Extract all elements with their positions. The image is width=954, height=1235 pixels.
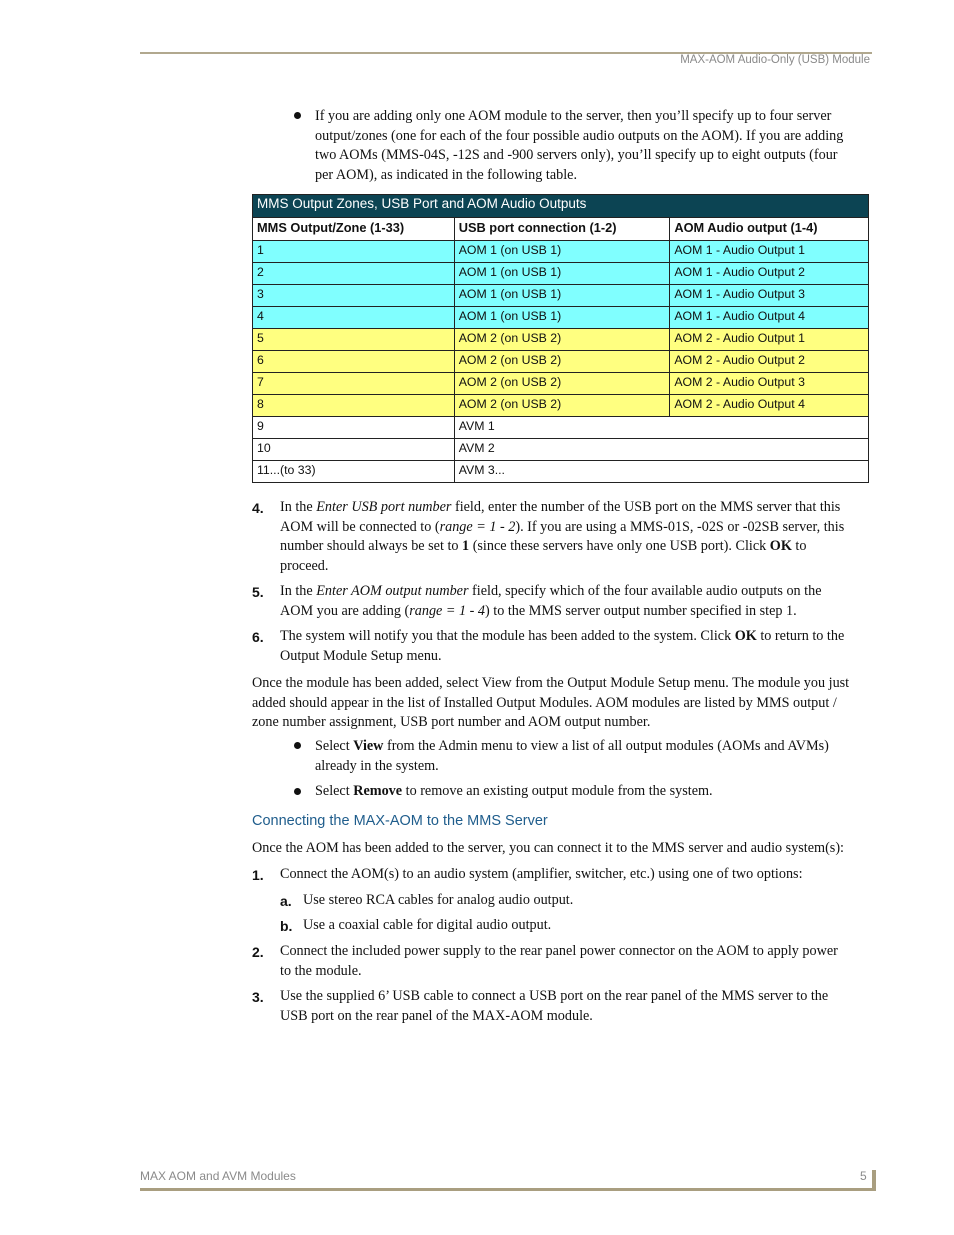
step-4-text [280,498,844,576]
table-cell: AVM 2 [454,439,868,461]
section-heading: Connecting the MAX-AOM to the MMS Server [252,813,548,829]
table-header-row [253,218,869,241]
table-cell: AOM 2 (on USB 2) [454,351,670,373]
table-cell: AOM 1 (on USB 1) [454,241,670,263]
table-cell: 4 [253,307,455,329]
intro-bullet-text [315,107,843,185]
text-line: number should always be set to 1 (since these servers have only one USB port). Click OK to [280,538,807,555]
text-line: Use the supplied 6’ USB cable to connect a USB port on the rear panel of the MMS server to the [280,988,829,1004]
table-cell: AOM 2 - Audio Output 3 [670,373,869,395]
table-row [253,285,869,307]
table-row [253,461,869,483]
table-cell: AOM 1 (on USB 1) [454,263,670,285]
step-number: 3. [252,989,264,1005]
table-cell: AOM 1 - Audio Output 3 [670,285,869,307]
step-5-text [280,582,822,621]
text-line: added should appear in the list of Installed Output Modules. AOM modules are listed by MMS output / [252,694,837,711]
column-header: MMS Output/Zone (1-33) [253,218,455,241]
table-cell: AOM 1 (on USB 1) [454,285,670,307]
table-cell: AOM 2 - Audio Output 4 [670,395,869,417]
text-line: Output Module Setup menu. [280,647,442,664]
step-number: 6. [252,629,264,645]
table-row [253,417,869,439]
text-line: output/zones (one for each of the four possible audio outputs on the AOM). If you are adding [315,127,844,144]
text-line: two AOMs (MMS-04S, -12S and -900 servers only), you’ll specify up to eight outputs (four [315,147,838,164]
column-header: USB port connection (1-2) [454,218,670,241]
footer-doc-title: MAX AOM and AVM Modules [140,1169,296,1183]
table-cell: AVM 1 [454,417,868,439]
table-title: MMS Output Zones, USB Port and AOM Audio Outputs [253,195,869,218]
table-row [253,373,869,395]
remove-bullet-text [315,782,713,802]
text-line: zone number assignment, USB port number and AOM output number. [252,714,651,731]
table-row [253,351,869,373]
text-line: per AOM), as indicated in the following table. [315,166,578,183]
table-row [253,395,869,417]
step-number: 5. [252,584,264,600]
table-cell: 5 [253,329,455,351]
footer-bar [872,1170,876,1190]
table-cell: 6 [253,351,455,373]
text-line: already in the system. [315,757,439,774]
table-row [253,263,869,285]
table-cell: AOM 2 (on USB 2) [454,373,670,395]
substep-letter: a. [280,893,292,909]
connect-step-1: Connect the AOM(s) to an audio system (amplifier, switcher, etc.) using one of two options: [280,866,803,882]
table-row [253,439,869,461]
table-cell: AOM 1 - Audio Output 4 [670,307,869,329]
after-add-paragraph [252,674,849,733]
table-row [253,307,869,329]
table-cell: 10 [253,439,455,461]
substep-letter: b. [280,918,293,934]
footer-rule [140,1188,876,1191]
connect-step-b: Use a coaxial cable for digital audio output. [303,917,552,933]
text-line: USB port on the rear panel of the MAX-AOM module. [280,1007,593,1024]
running-header: MAX-AOM Audio-Only (USB) Module [680,54,870,66]
text-line: Connect the included power supply to the rear panel power connector on the AOM to apply power [280,943,838,959]
table-cell: 3 [253,285,455,307]
text-line: Select Remove to remove an existing output module from the system. [315,783,713,799]
table-cell: AOM 2 - Audio Output 2 [670,351,869,373]
step-number: 2. [252,944,264,960]
table-cell: AOM 1 (on USB 1) [454,307,670,329]
text-line: The system will notify you that the module has been added to the system. Click OK to return to the [280,628,845,644]
table-cell: AOM 2 (on USB 2) [454,395,670,417]
bullet-icon [294,112,301,119]
table-cell: 1 [253,241,455,263]
table-cell: AOM 2 (on USB 2) [454,329,670,351]
text-line: In the Enter USB port number field, enter the number of the USB port on the MMS server that this [280,499,841,515]
text-line: In the Enter AOM output number field, specify which of the four available audio outputs on the [280,583,822,599]
text-line: to the module. [280,962,362,979]
bullet-icon [294,742,301,749]
connect-step-2 [280,942,838,981]
table-cell: AOM 1 - Audio Output 2 [670,263,869,285]
connect-step-3 [280,987,828,1026]
section-intro: Once the AOM has been added to the server, you can connect it to the MMS server and audio system(s): [252,840,844,856]
table-row [253,241,869,263]
table-row [253,329,869,351]
text-line: AOM you are adding (range = 1 - 4) to the MMS server output number specified in step 1. [280,602,797,619]
table-cell: 2 [253,263,455,285]
table-title-row [253,195,869,218]
text-line: Once the module has been added, select View from the Output Module Setup menu. The module you just [252,675,850,691]
step-number: 1. [252,867,264,883]
table-cell: 7 [253,373,455,395]
table-cell: AOM 2 - Audio Output 1 [670,329,869,351]
text-line: proceed. [280,557,329,574]
page-number: 5 [860,1169,867,1183]
table-cell: 8 [253,395,455,417]
table-cell: 9 [253,417,455,439]
column-header: AOM Audio output (1-4) [670,218,869,241]
step-6-text [280,627,844,666]
step-number: 4. [252,500,264,516]
view-bullet-text [315,737,829,776]
text-line: If you are adding only one AOM module to the server, then you’ll specify up to four server [315,108,832,124]
text-line: AOM will be connected to (range = 1 - 2). If you are using a MMS-01S, -02S or -02SB server, this [280,518,845,535]
bullet-icon [294,788,301,795]
table-cell: 11...(to 33) [253,461,455,483]
output-zones-table [252,194,869,483]
table-cell: AVM 3... [454,461,868,483]
connect-step-a: Use stereo RCA cables for analog audio output. [303,892,574,908]
table-cell: AOM 1 - Audio Output 1 [670,241,869,263]
text-line: Select View from the Admin menu to view a list of all output modules (AOMs and AVMs) [315,738,829,754]
